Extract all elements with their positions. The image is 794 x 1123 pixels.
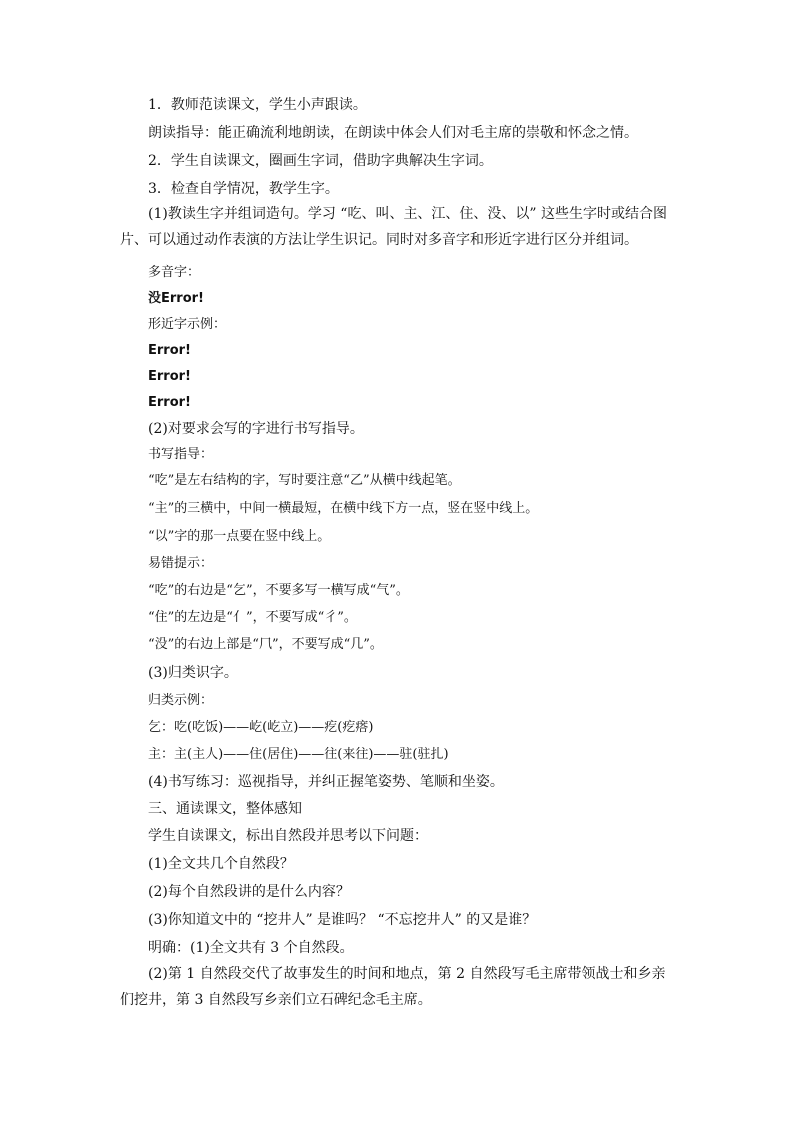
answer-2: (2)第 1 自然段交代了故事发生的时间和地点，第 2 自然段写毛主席带领战士和乡亲们挖井，第 3 自然段写乡亲们立石碑纪念毛主席。 [120, 966, 666, 1008]
writing-practice: (4)书写练习：巡视指导，并纠正握笔姿势、笔顺和坐姿。 [148, 774, 504, 790]
paragraph-1: 1．教师范读课文，学生小声跟读。 [148, 97, 367, 113]
similar-error-3: Error! [148, 395, 191, 410]
grouping-example-2: 主：主(主人)——住(居住)——往(来往)——驻(驻扎) [148, 747, 449, 762]
writing-tip-1: “吃”是左右结构的字，写时要注意“乙”从横中线起笔。 [148, 473, 461, 488]
paragraph-2: 2．学生自读课文，圈画生字词，借助字典解决生字词。 [148, 153, 493, 169]
writing-tip-2: “主”的三横中，中间一横最短，在横中线下方一点，竖在竖中线上。 [148, 501, 539, 516]
similar-error-2: Error! [148, 369, 191, 384]
self-reading-instruction: 学生自读课文，标出自然段并思考以下问题： [148, 828, 428, 844]
polyphonic-heading: 多音字： [148, 265, 201, 280]
grouping-heading: (3)归类识字。 [148, 665, 238, 681]
writing-guidance: (2)对要求会写的字进行书写指导。 [148, 421, 364, 437]
question-3: (3)你知道文中的 “挖井人” 是谁吗？ “不忘挖井人” 的又是谁？ [148, 912, 537, 928]
polyphonic-error: 没Error! [148, 291, 204, 306]
writing-tip-3: “以”字的那一点要在竖中线上。 [148, 529, 331, 544]
similar-heading: 形近字示例： [148, 317, 227, 332]
section-three-heading: 三、通读课文，整体感知 [148, 801, 302, 817]
grouping-example-1: 乞：吃(吃饭)——屹(屹立)——疙(疙瘩) [148, 720, 374, 735]
error-tip-3: “没”的右边上部是“⺇”，不要写成“几”。 [148, 637, 383, 652]
answer-1: 明确：(1)全文共有 3 个自然段。 [148, 940, 354, 956]
paragraph-teach-characters: (1)教读生字并组词造句。学习 “吃、叫、主、江、住、没、以” 这些生字时或结合图片、可以通过动作表演的方法让学生识记。同时对多音字和形近字进行区分并组词。 [120, 206, 668, 248]
similar-error-1: Error! [148, 343, 191, 358]
error-tip-2: “住”的左边是“亻”，不要写成“彳”。 [148, 610, 357, 625]
error-tip-1: “吃”的右边是“乞”，不要多写一横写成“气”。 [148, 583, 409, 598]
question-1: (1)全文共几个自然段？ [148, 856, 294, 872]
reading-guide: 朗读指导：能正确流利地朗读，在朗读中体会人们对毛主席的崇敬和怀念之情。 [148, 125, 638, 141]
writing-heading: 书写指导： [148, 447, 214, 462]
error-heading: 易错提示： [148, 556, 214, 571]
paragraph-3: 3．检查自学情况，教学生字。 [148, 181, 339, 197]
question-2: (2)每个自然段讲的是什么内容？ [148, 884, 350, 900]
grouping-example-heading: 归类示例： [148, 693, 214, 708]
